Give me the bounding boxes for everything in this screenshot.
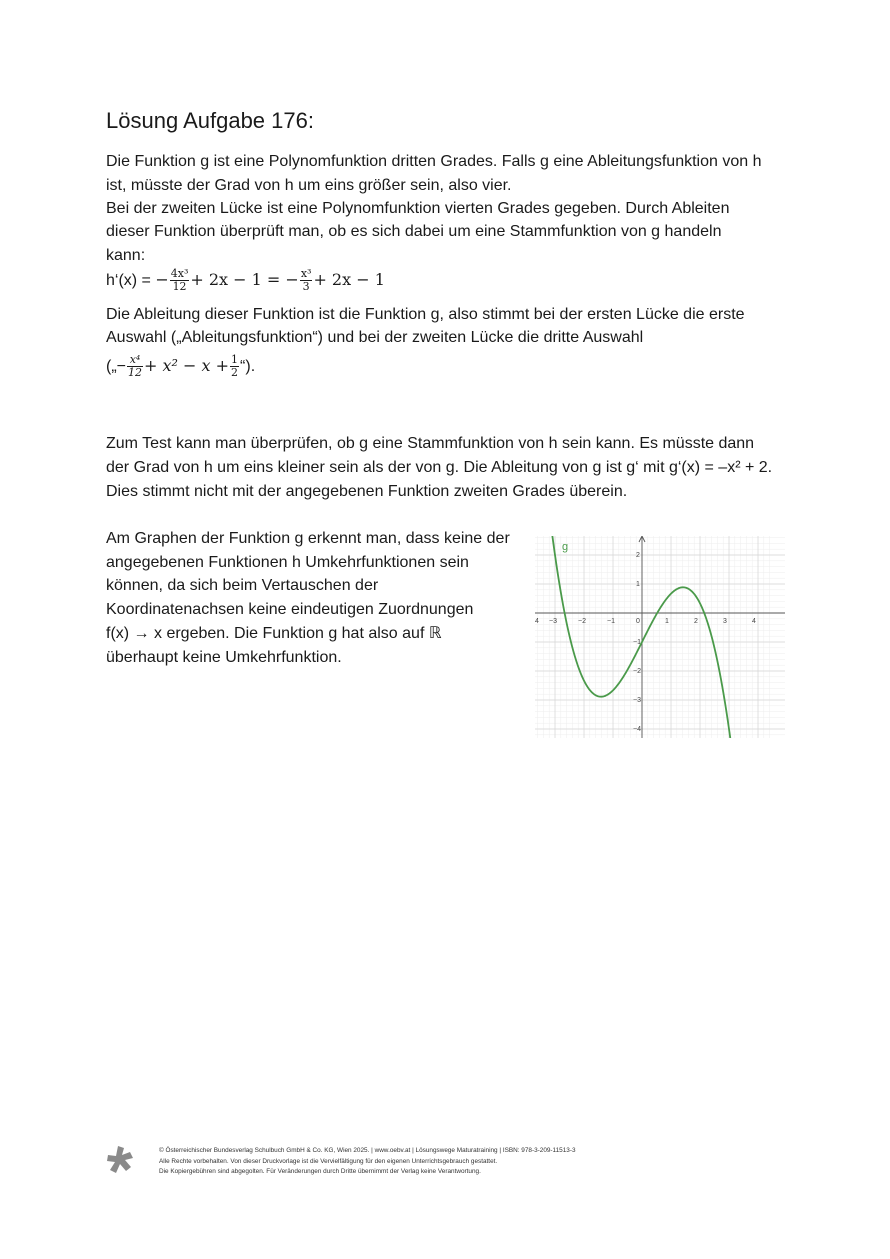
y-tick-label: 1 [636, 581, 640, 588]
text-line: der Grad von h um eins kleiner sein als der von g. Die Ableitung von g ist g‘ mit g‘(x) = –x² + 2. [106, 459, 773, 476]
formula-derivative [106, 268, 385, 293]
x-tick-label: 4 [535, 618, 539, 625]
x-tick-label: −2 [578, 618, 586, 625]
grid-minor [535, 536, 785, 738]
text-line: Am Graphen der Funktion g erkennt man, dass keine der [106, 530, 510, 547]
text-line: f(x) → x ergeben. Die Funktion g hat also auf ℝ [106, 625, 442, 642]
formula-end: + 2x − 1 [313, 270, 385, 289]
x-tick-label: 3 [723, 618, 727, 625]
footer-disclaimer: Die Kopiergebühren sind abgegolten. Für Veränderungen durch Dritte übernimmt der Verlag keine Verantwortung. [159, 1168, 481, 1175]
formula-antiderivative: („− $\frac{\text{x⁴}}{12}$ + x² − x + $\frac{1}{2}$ “). [106, 353, 256, 380]
x-tick-label: 4 [752, 618, 756, 625]
x-tick-label: 1 [665, 618, 669, 625]
text-line: Zum Test kann man überprüfen, ob g eine Stammfunktion von h sein kann. Es müsste dann [106, 435, 755, 452]
formula-lhs: h‘(x) = [106, 272, 156, 289]
text-line: können, da sich beim Vertauschen der [106, 577, 379, 594]
curve-label: g [562, 541, 569, 553]
fraction: $\frac{\text{x³}}{3}$ [300, 267, 312, 294]
page-title: Lösung Aufgabe 176: [106, 108, 314, 133]
text-line: Dies stimmt nicht mit der angegebenen Funktion zweiten Grades überein. [106, 483, 628, 500]
x-tick-label: 2 [694, 618, 698, 625]
text-line: kann: [106, 247, 146, 264]
text-line: überhaupt keine Umkehrfunktion. [106, 649, 342, 666]
function-curve [552, 536, 731, 738]
x-tick-label: −1 [607, 618, 615, 625]
fraction: $\frac{\text{4x³}}{12}$ [170, 267, 189, 294]
function-graph [535, 536, 785, 738]
formula-minus: − [155, 270, 169, 289]
y-tick-label: −3 [633, 697, 641, 704]
text-line: angegebenen Funktionen h Umkehrfunktionen sein [106, 554, 469, 571]
y-tick-label: −2 [633, 668, 641, 675]
formula-mid: + 2x − 1 = − [190, 270, 299, 289]
footer [159, 1146, 576, 1178]
y-tick-label: −4 [633, 726, 641, 733]
fraction: $\frac{1}{2}$ [231, 353, 239, 380]
y-tick-label: −1 [633, 639, 641, 646]
text-line: Die Ableitung dieser Funktion ist die Funktion g, also stimmt bei der ersten Lücke die erste [106, 306, 745, 323]
fraction: $\frac{\text{x⁴}}{12}$ [128, 353, 142, 380]
y-tick-label: 2 [636, 552, 640, 559]
publisher-logo-icon [104, 1144, 136, 1176]
text-line: ist, müsste der Grad von h um eins größer sein, also vier. [106, 177, 512, 194]
footer-copyright: © Österreichischer Bundesverlag Schulbuch GmbH & Co. KG, Wien 2025. | www.oebv.at | Lösungswege Maturatraining | ISBN: 978-3-209-11513-3 [159, 1147, 576, 1154]
x-tick-label: −3 [549, 618, 557, 625]
text-line: Koordinatenachsen keine eindeutigen Zuordnungen [106, 601, 474, 618]
footer-rights: Alle Rechte vorbehalten. Von dieser Druckvorlage ist die Vervielfältigung für den eigenen Unterrichtsgebrauch gestattet. [159, 1157, 498, 1165]
text-line: Die Funktion g ist eine Polynomfunktion dritten Grades. Falls g eine Ableitungsfunktion von h [106, 153, 762, 170]
x-tick-label: 0 [636, 618, 640, 625]
text-line: dieser Funktion überprüft man, ob es sich dabei um eine Stammfunktion von g handeln [106, 223, 722, 240]
text-line: Bei der zweiten Lücke ist eine Polynomfunktion vierten Grades gegeben. Durch Ableiten [106, 200, 730, 217]
text-line: Auswahl („Ableitungsfunktion“) und bei der zweiten Lücke die dritte Auswahl [106, 329, 644, 346]
